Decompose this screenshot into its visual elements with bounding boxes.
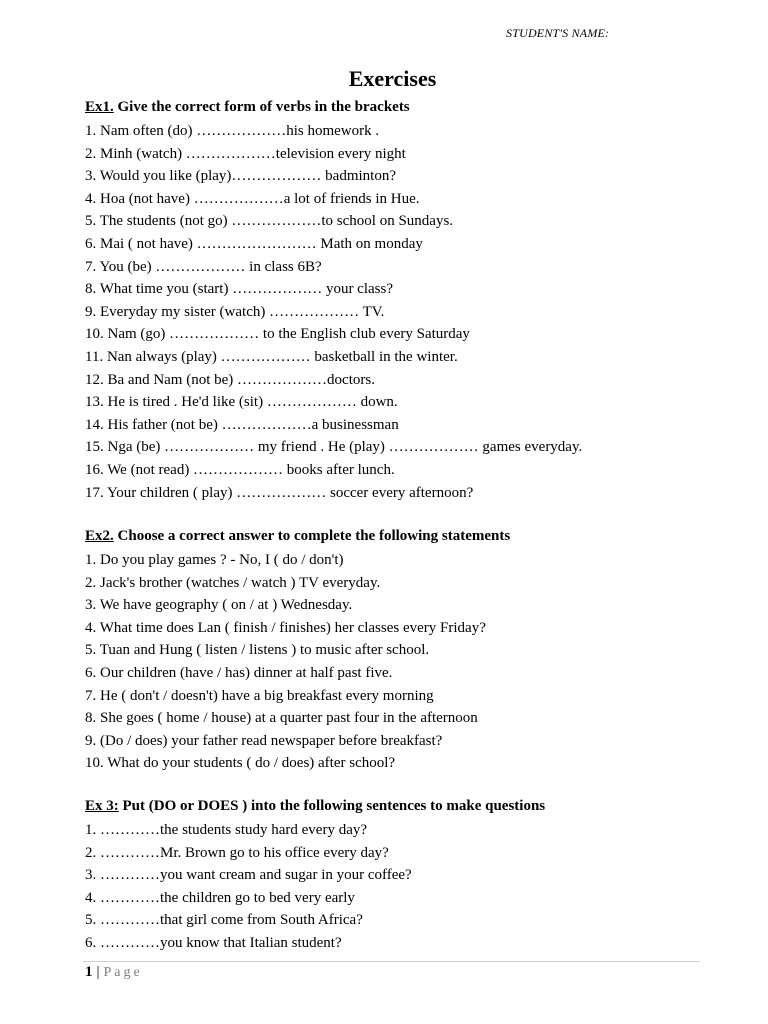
exercise-3-heading xyxy=(85,797,725,815)
exercise-item: 13. He is tired . He'd like (sit) ……………… down. xyxy=(85,394,398,411)
exercise-item: 6. Mai ( not have) …………………… Math on monday xyxy=(85,235,423,252)
exercise-item: 11. Nan always (play) ……………… basketball in the winter. xyxy=(85,348,458,365)
exercise-item: 1. …………the students study hard every day? xyxy=(85,822,368,838)
exercise-3 xyxy=(85,797,725,955)
exercise-3-tag: Ex 3: xyxy=(85,798,119,814)
exercise-item: 4. Hoa (not have) ………………a lot of friends in Hue. xyxy=(85,190,420,207)
exercise-2 xyxy=(85,527,725,775)
exercise-2-instruction: Choose a correct answer to complete the following statements xyxy=(113,528,511,544)
page-number: 1 xyxy=(85,964,93,980)
exercise-2-items xyxy=(85,549,725,775)
exercise-2-tag: Ex2. xyxy=(85,528,114,544)
exercise-item: 8. What time you (start) ……………… your class? xyxy=(85,281,393,298)
exercise-2-heading xyxy=(85,527,725,545)
exercise-item: 7. You (be) ……………… in class 6B? xyxy=(85,258,322,275)
exercise-1-items xyxy=(85,120,725,504)
exercise-item: 16. We (not read) ……………… books after lunch. xyxy=(85,461,395,478)
exercise-item: 2. Jack's brother (watches / watch ) TV everyday. xyxy=(85,574,381,591)
exercise-1 xyxy=(85,98,725,504)
exercise-item: 1. Nam often (do) ………………his homework . xyxy=(85,123,380,139)
exercise-item: 10. What do your students ( do / does) after school? xyxy=(85,755,396,772)
page-footer xyxy=(85,964,143,981)
exercise-item: 6. Our children (have / has) dinner at half past five. xyxy=(85,664,393,681)
exercise-item: 5. …………that girl come from South Africa? xyxy=(85,912,363,929)
exercise-1-tag: Ex1. xyxy=(85,99,114,115)
exercise-item: 14. His father (not be) ………………a businessman xyxy=(85,416,399,433)
exercise-item: 5. The students (not go) ………………to school on Sundays. xyxy=(85,213,454,230)
exercise-item: 3. We have geography ( on / at ) Wednesday. xyxy=(85,597,353,614)
exercise-1-heading xyxy=(85,98,725,116)
exercise-3-items xyxy=(85,819,725,955)
exercise-item: 15. Nga (be) ……………… my friend . He (play) ……………… games everyday. xyxy=(85,439,583,456)
exercise-item: 12. Ba and Nam (not be) ………………doctors. xyxy=(85,371,375,388)
exercise-1-instruction: Give the correct form of verbs in the brackets xyxy=(113,99,410,115)
exercise-3-instruction: Put (DO or DOES ) into the following sentences to make questions xyxy=(118,798,546,814)
footer-separator: | xyxy=(96,964,100,980)
exercise-item: 1. Do you play games ? - No, I ( do / don't) xyxy=(85,552,344,568)
exercise-item: 4. What time does Lan ( finish / finishes) her classes every Friday? xyxy=(85,619,486,636)
footer-divider xyxy=(83,961,700,962)
exercise-item: 4. …………the children go to bed very early xyxy=(85,889,355,906)
exercise-item: 17. Your children ( play) ……………… soccer every afternoon? xyxy=(85,484,474,501)
exercise-item: 2. …………Mr. Brown go to his office every day? xyxy=(85,844,389,861)
exercise-item: 10. Nam (go) ……………… to the English club every Saturday xyxy=(85,326,470,343)
exercise-item: 3. …………you want cream and sugar in your coffee? xyxy=(85,867,412,884)
exercise-item: 7. He ( don't / doesn't) have a big breakfast every morning xyxy=(85,687,434,704)
student-name-label: STUDENT'S NAME: xyxy=(506,26,610,40)
exercise-item: 2. Minh (watch) ………………television every night xyxy=(85,145,406,162)
exercise-item: 9. Everyday my sister (watch) ……………… TV. xyxy=(85,303,385,320)
exercise-item: 3. Would you like (play)……………… badminton? xyxy=(85,168,396,185)
page-title: Exercises xyxy=(348,66,437,91)
page-word: Page xyxy=(103,965,143,980)
exercise-item: 8. She goes ( home / house) at a quarter past four in the afternoon xyxy=(85,710,478,727)
exercise-item: 5. Tuan and Hung ( listen / listens ) to music after school. xyxy=(85,642,430,659)
exercise-item: 6. …………you know that Italian student? xyxy=(85,934,342,951)
exercise-item: 9. (Do / does) your father read newspaper before breakfast? xyxy=(85,732,443,749)
